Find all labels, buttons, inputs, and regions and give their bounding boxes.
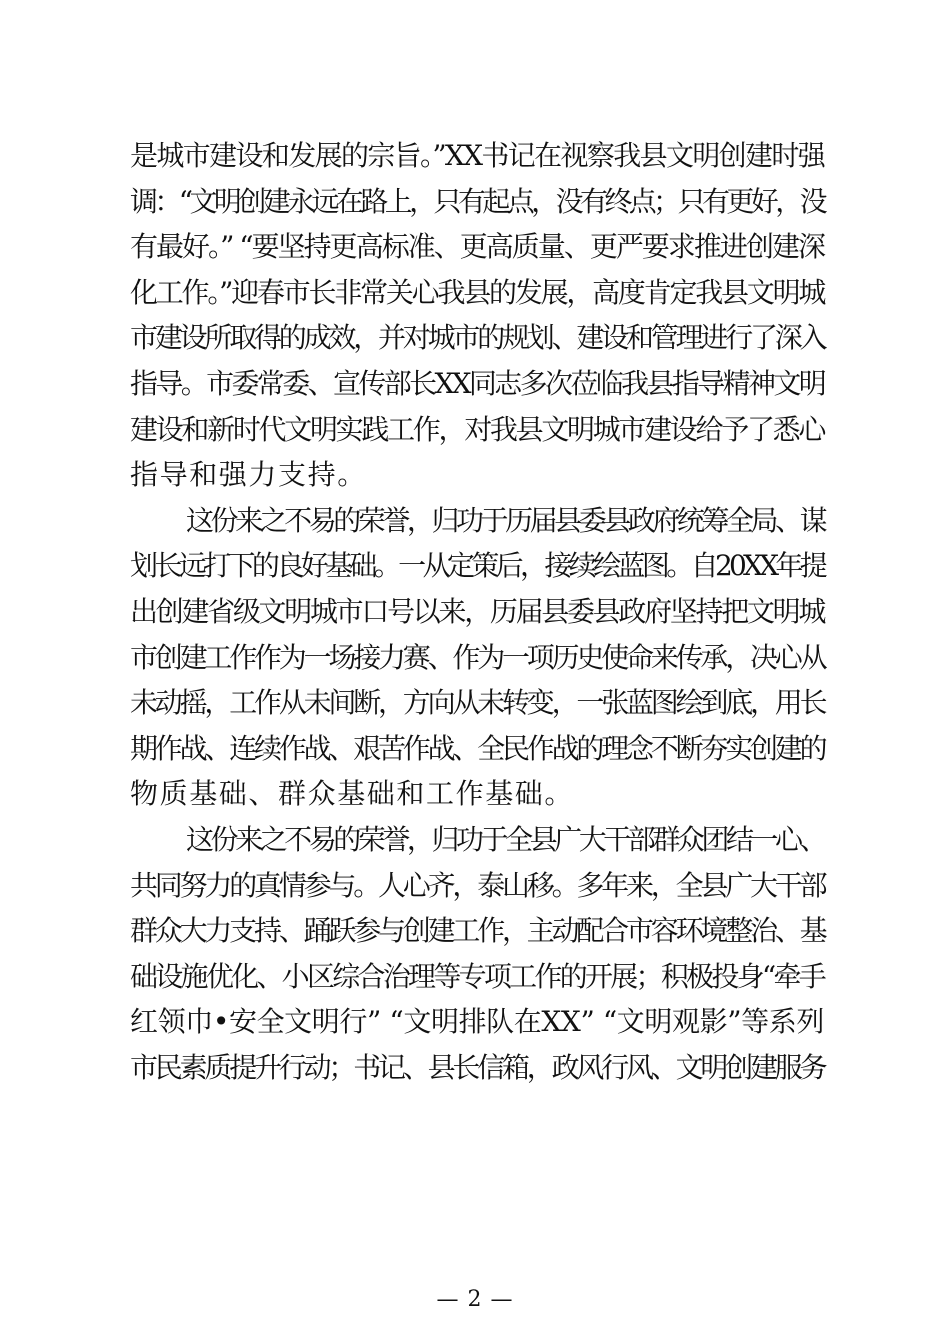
text-line: 出创建省级文明城市口号以来，历届县委县政府坚持把文明城 (130, 594, 824, 628)
text-line: 化工作。”迎春市长非常关心我县的发展，高度肯定我县文明城 (130, 275, 824, 309)
paragraph-3 (130, 817, 824, 1091)
text-line: 市创建工作作为一场接力赛、作为一项历史使命来传承，决心从 (130, 640, 825, 674)
text-line: 指导。市委常委、宣传部长XX同志多次莅临我县指导精神文明 (130, 366, 824, 400)
document-body (130, 133, 824, 1090)
text-line: 这份来之不易的荣誉，归功于全县广大干部群众团结一心、 (186, 822, 824, 856)
paragraph-1 (130, 133, 824, 498)
text-line: 调：“文明创建永远在路上，只有起点，没有终点；只有更好，没 (130, 184, 824, 218)
text-line: 未动摇，工作从未间断，方向从未转变，一张蓝图绘到底，用长 (130, 686, 825, 720)
text-line: 有最好。” “要坚持更高标准、更高质量、更严要求推进创建深 (130, 230, 824, 264)
text-line: 红领巾•安全文明行” “文明排队在XX” “文明观影”等系列 (130, 1005, 824, 1039)
text-line: 是城市建设和发展的宗旨。”XX书记在视察我县文明创建时强 (130, 139, 824, 172)
text-line: 础设施优化、小区综合治理等专项工作的开展；积极投身“牵手 (130, 959, 824, 993)
text-line: 划长远打下的良好基础。一从定策后，接续绘蓝图。自20XX年提 (130, 549, 824, 583)
text-line: 这份来之不易的荣誉，归功于历届县委县政府统筹全局、谋 (186, 503, 824, 537)
text-line: 群众大力支持、踊跃参与创建工作，主动配合市容环境整治、基 (130, 914, 825, 948)
text-line: 共同努力的真情参与。人心齐，泰山移。多年来，全县广大干部 (130, 868, 825, 902)
page-number: — 2 — (436, 1287, 514, 1312)
text-line: 建设和新时代文明实践工作，对我县文明城市建设给予了悉心 (130, 412, 824, 446)
text-line: 指导和强力支持。 (130, 458, 367, 492)
text-line: 市建设所取得的成效，并对城市的规划、建设和管理进行了深入 (130, 321, 825, 355)
paragraph-2 (130, 498, 824, 817)
text-line: 期作战、连续作战、艰苦作战、全民作战的理念不断夯实创建的 (130, 731, 825, 765)
text-line: 市民素质提升行动；书记、县长信箱，政风行风、文明创建服务 (130, 1050, 825, 1084)
text-line: 物质基础、群众基础和工作基础。 (130, 777, 575, 811)
